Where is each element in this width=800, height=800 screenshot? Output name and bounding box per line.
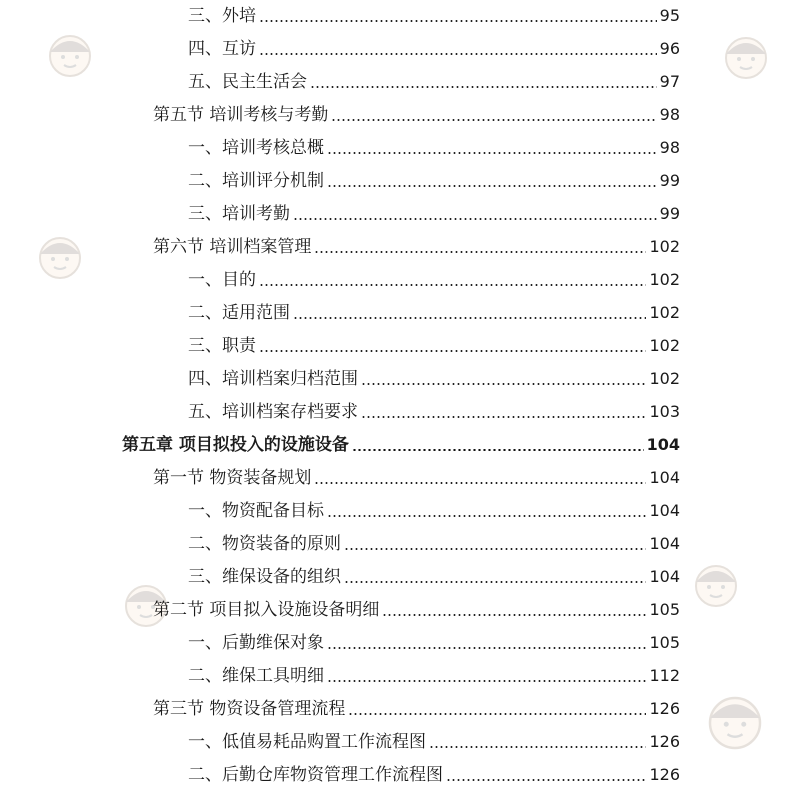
toc-entry-page-number: 102	[649, 303, 680, 322]
toc-entry-page-number: 98	[659, 138, 680, 157]
toc-entry-page-number: 104	[649, 501, 680, 520]
toc-dot-leader	[327, 680, 646, 682]
toc-entry-page-number: 105	[649, 600, 680, 619]
toc-entry[interactable]	[188, 397, 680, 427]
toc-entry-page-number: 104	[649, 468, 680, 487]
toc-entry-title: 三、维保设备的组织	[188, 567, 341, 587]
toc-entry-title: 五、培训档案存档要求	[188, 402, 358, 422]
toc-entry-title: 第五节 培训考核与考勤	[153, 105, 329, 125]
toc-dot-leader	[344, 581, 646, 583]
toc-dot-leader	[314, 251, 646, 253]
toc-dot-leader	[314, 482, 646, 484]
toc-entry-page-number: 96	[659, 39, 680, 58]
toc-entry-page-number: 126	[649, 699, 680, 718]
toc-entry[interactable]	[188, 661, 680, 691]
toc-entry-page-number: 99	[659, 204, 680, 223]
toc-entry-page-number: 104	[649, 534, 680, 553]
toc-dot-leader	[310, 86, 657, 88]
toc-dot-leader	[361, 416, 646, 418]
toc-entry[interactable]	[122, 430, 680, 460]
toc-dot-leader	[327, 185, 657, 187]
toc-dot-leader	[259, 350, 646, 352]
toc-dot-leader	[446, 779, 646, 781]
toc-entry[interactable]	[153, 463, 680, 493]
toc-entry-page-number: 112	[649, 666, 680, 685]
toc-entry[interactable]	[188, 166, 680, 196]
toc-dot-leader	[352, 449, 644, 451]
toc-entry-title: 一、培训考核总概	[188, 138, 324, 158]
toc-entry-title: 四、互访	[188, 39, 256, 59]
toc-entry-page-number: 102	[649, 336, 680, 355]
toc-entry-page-number: 102	[649, 369, 680, 388]
toc-entry-page-number: 99	[659, 171, 680, 190]
toc-dot-leader	[259, 20, 657, 22]
toc-dot-leader	[293, 317, 646, 319]
toc-entry-title: 四、培训档案归档范围	[188, 369, 358, 389]
toc-dot-leader	[331, 119, 656, 121]
toc-entry-page-number: 126	[649, 732, 680, 751]
toc-entry-title: 二、维保工具明细	[188, 666, 324, 686]
toc-entry-page-number: 104	[646, 435, 680, 454]
toc-entry-title: 一、物资配备目标	[188, 501, 324, 521]
toc-entry-title: 二、物资装备的原则	[188, 534, 341, 554]
toc-entry-title: 一、低值易耗品购置工作流程图	[188, 732, 426, 752]
toc-dot-leader	[327, 152, 657, 154]
toc-dot-leader	[327, 647, 646, 649]
toc-entry[interactable]	[188, 331, 680, 361]
toc-entry-title: 三、培训考勤	[188, 204, 290, 224]
toc-dot-leader	[361, 383, 646, 385]
toc-entry[interactable]	[188, 496, 680, 526]
toc-entry-title: 第六节 培训档案管理	[153, 237, 312, 257]
toc-entry[interactable]	[188, 34, 680, 64]
toc-entry[interactable]	[188, 298, 680, 328]
toc-entry[interactable]	[153, 595, 680, 625]
toc-entry-page-number: 98	[659, 105, 680, 124]
toc-dot-leader	[344, 548, 646, 550]
toc-entry[interactable]	[188, 67, 680, 97]
toc-entry[interactable]	[188, 265, 680, 295]
toc-entry-title: 一、后勤维保对象	[188, 633, 324, 653]
toc-entry-title: 第二节 项目拟入设施设备明细	[153, 600, 380, 620]
toc-entry[interactable]	[188, 562, 680, 592]
toc-entry-page-number: 126	[649, 765, 680, 784]
toc-entry-page-number: 95	[659, 6, 680, 25]
toc-entry-title: 二、适用范围	[188, 303, 290, 323]
toc-entry[interactable]	[188, 628, 680, 658]
toc-entry-page-number: 102	[649, 270, 680, 289]
toc-entry-title: 五、民主生活会	[188, 72, 307, 92]
toc-dot-leader	[259, 284, 646, 286]
toc-entry[interactable]	[153, 694, 680, 724]
toc-entry-title: 三、职责	[188, 336, 256, 356]
toc-entry-title: 三、外培	[188, 6, 256, 26]
toc-entry-page-number: 103	[649, 402, 680, 421]
toc-dot-leader	[429, 746, 646, 748]
toc-entry-title: 第一节 物资装备规划	[153, 468, 312, 488]
toc-entry[interactable]	[188, 529, 680, 559]
toc-entry-page-number: 105	[649, 633, 680, 652]
toc-entry[interactable]	[153, 100, 680, 130]
toc-entry-title: 一、目的	[188, 270, 256, 290]
toc-entry[interactable]	[188, 364, 680, 394]
toc-dot-leader	[327, 515, 646, 517]
toc-entry[interactable]	[188, 760, 680, 790]
toc-entry[interactable]	[188, 1, 680, 31]
toc-dot-leader	[293, 218, 657, 220]
toc-entry[interactable]	[188, 199, 680, 229]
toc-entry-page-number: 104	[649, 567, 680, 586]
toc-entry[interactable]	[188, 133, 680, 163]
toc-entry[interactable]	[188, 727, 680, 757]
toc-dot-leader	[382, 614, 646, 616]
toc-entry-title: 二、培训评分机制	[188, 171, 324, 191]
toc-entry-page-number: 97	[659, 72, 680, 91]
toc-entry-title: 二、后勤仓库物资管理工作流程图	[188, 765, 443, 785]
toc-dot-leader	[259, 53, 657, 55]
toc-entry-title: 第五章 项目拟投入的设施设备	[122, 435, 349, 455]
toc-dot-leader	[348, 713, 646, 715]
toc-entry-title: 第三节 物资设备管理流程	[153, 699, 346, 719]
toc-entry[interactable]	[153, 232, 680, 262]
toc-entry-page-number: 102	[649, 237, 680, 256]
